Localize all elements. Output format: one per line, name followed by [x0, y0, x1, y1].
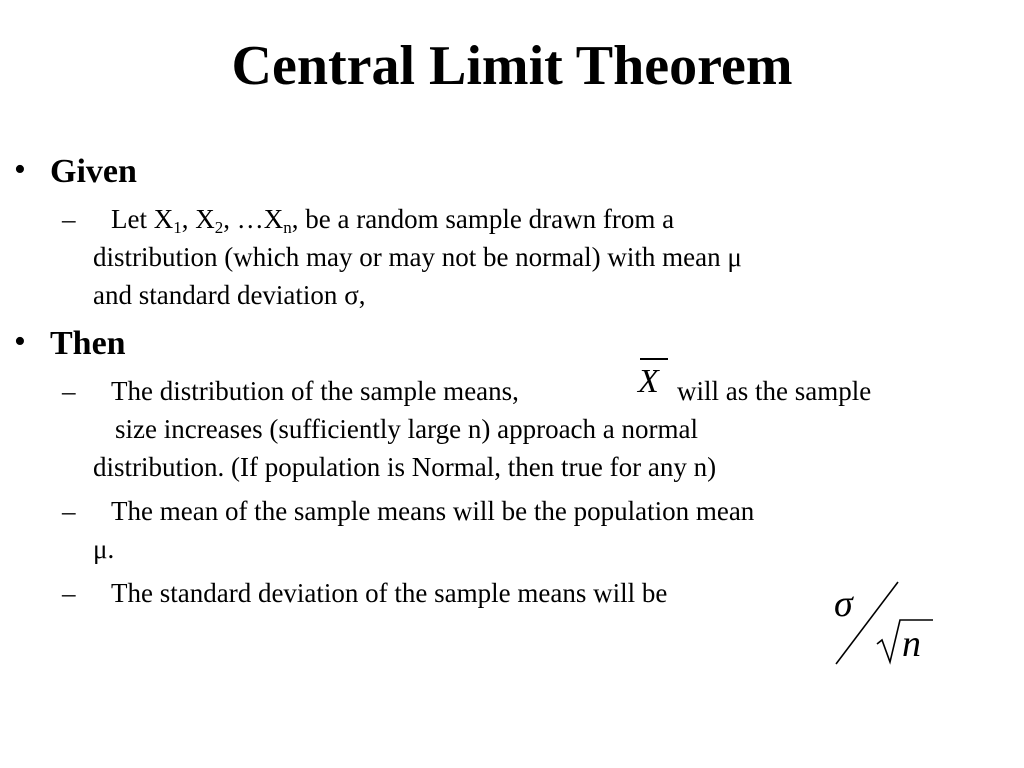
bullet-marker: •: [14, 151, 26, 188]
text-fragment: , be a random sample drawn from a: [291, 204, 675, 234]
sub-bullet-line: size increases (sufficiently large n) approach a normal: [115, 414, 699, 444]
text-fragment: .: [107, 534, 115, 564]
x-letter: X: [638, 363, 659, 400]
sub-bullet-line: The distribution of the sample means,: [111, 376, 519, 406]
sub-bullet-line: The standard deviation of the sample means will be: [111, 578, 668, 608]
bullet-label-then: Then: [50, 325, 126, 362]
text-fragment: , X: [181, 204, 215, 234]
sigma-symbol: σ: [344, 280, 359, 310]
sub-bullet-line: [93, 276, 366, 314]
sub-bullet-line: [111, 200, 674, 238]
subscript: n: [283, 218, 292, 237]
mu-symbol: μ: [93, 534, 108, 564]
sub-bullet-line: will as the sample: [677, 376, 872, 406]
subscript: 1: [173, 218, 182, 237]
mu-symbol: μ: [727, 242, 742, 272]
slide-title: Central Limit Theorem: [231, 35, 793, 97]
sigma-over-root-n-formula: [830, 578, 940, 668]
sub-bullet-dash: –: [62, 496, 76, 526]
sub-bullet-line: [93, 238, 742, 276]
sub-bullet-dash: –: [62, 578, 76, 608]
sub-bullet-line: distribution. (If population is Normal, then true for any n): [93, 452, 717, 482]
sub-bullet-dash: –: [62, 204, 76, 234]
n-denominator: n: [902, 623, 921, 665]
sigma-numerator: σ: [834, 583, 853, 625]
sub-bullet-line: [93, 530, 114, 568]
x-bar-symbol: [632, 358, 672, 408]
text-fragment: and standard deviation: [93, 280, 338, 310]
subscript: 2: [214, 218, 224, 237]
bullet-label-given: Given: [50, 153, 137, 190]
text-fragment: , …X: [223, 204, 284, 234]
text-fragment: ,: [358, 280, 366, 310]
text-fragment: Let X: [111, 204, 174, 234]
sub-bullet-line: The mean of the sample means will be the population mean: [111, 496, 755, 526]
overbar: [640, 358, 668, 360]
text-fragment: distribution (which may or may not be normal) with mean: [93, 242, 721, 272]
bullet-marker: •: [14, 323, 26, 360]
sub-bullet-dash: –: [62, 376, 76, 406]
